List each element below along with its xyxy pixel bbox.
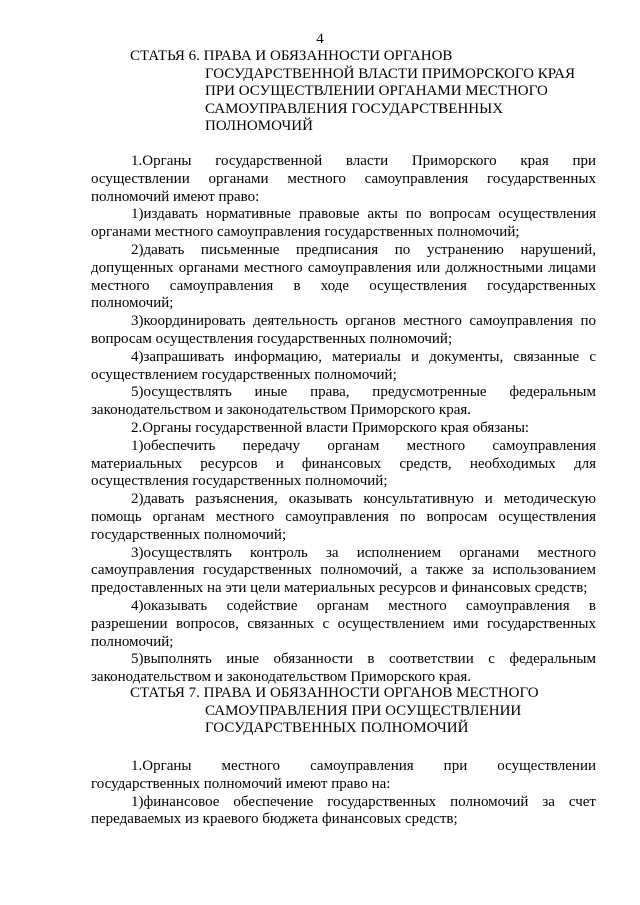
article-7-paragraph: 1)финансовое обеспечение государственных полномочий за счет передаваемых из краевого бюджета финансовых средств; xyxy=(91,793,596,828)
article-6-paragraph: 1.Органы государственной власти Приморского края при осуществлении органами местного самоуправления государственных полномочий имеют право: xyxy=(91,153,596,205)
article-7-heading-line: САМОУПРАВЛЕНИЯ ПРИ ОСУЩЕСТВЛЕНИИ xyxy=(205,702,522,719)
article-7-heading xyxy=(130,685,539,738)
article-6-paragraph: 4)оказывать содействие органам местного самоуправления в разрешении вопросов, связанных с осуществлением ими государственных полномочий; xyxy=(91,597,596,650)
article-6-heading-line: САМОУПРАВЛЕНИЯ ГОСУДАРСТВЕННЫХ xyxy=(205,100,504,117)
article-6-heading-line: СТАТЬЯ 6. ПРАВА И ОБЯЗАННОСТИ ОРГАНОВ xyxy=(130,48,453,64)
article-7-paragraph: 1.Органы местного самоуправления при осуществлении государственных полномочий имеют право на: xyxy=(91,758,596,792)
article-6-paragraph: 2)давать разъяснения, оказывать консультативную и методическую помощь органам местного самоуправления по вопросам осуществления государственных полномочий; xyxy=(91,491,596,543)
article-6-paragraph: 2.Органы государственной власти Приморского края обязаны: xyxy=(131,419,530,436)
article-6-heading-line: ПРИ ОСУЩЕСТВЛЕНИИ ОРГАНАМИ МЕСТНОГО xyxy=(205,83,548,99)
article-6-paragraph: 3)координировать деятельность органов местного самоуправления по вопросам осуществления государственных полномочий; xyxy=(91,313,596,347)
article-6-paragraph: 5)выполнять иные обязанности в соответствии с федеральным законодательством и законодательством Приморского края. xyxy=(91,651,596,686)
article-6-paragraph: 4)запрашивать информацию, материалы и документы, связанные с осуществлением государственных полномочий; xyxy=(91,348,596,383)
article-6-paragraph: 1)обеспечить передачу органам местного самоуправления материальных ресурсов и финансовых средств, необходимых для осуществления государственных полномочий; xyxy=(91,437,596,490)
page-number: 4 xyxy=(316,31,324,47)
article-6-paragraph: 1)издавать нормативные правовые акты по вопросам осуществления органами местного самоуправления государственных полномочий; xyxy=(91,206,596,241)
article-6-paragraph: 5)осуществлять иные права, предусмотренные федеральным законодательством и законодательством Приморского края. xyxy=(91,384,596,419)
article-6-heading xyxy=(130,48,575,136)
article-6-heading-line: ГОСУДАРСТВЕННОЙ ВЛАСТИ ПРИМОРСКОГО КРАЯ xyxy=(205,65,575,82)
article-7-heading-line: ГОСУДАРСТВЕННЫХ ПОЛНОМОЧИЙ xyxy=(205,720,469,736)
article-6-paragraph: 2)давать письменные предписания по устранению нарушений, допущенных органами местного самоуправления или должностными лицами местного самоуправления в ходе осуществления государственных полномочий; xyxy=(91,241,596,312)
article-6-paragraph: 3)осуществлять контроль за исполнением органами местного самоуправления государственных полномочий, а также за использованием предоставленных на эти цели материальных ресурсов и финансовых средств; xyxy=(91,544,596,597)
article-7-heading-line: СТАТЬЯ 7. ПРАВА И ОБЯЗАННОСТИ ОРГАНОВ МЕСТНОГО xyxy=(130,685,539,701)
article-7-body xyxy=(91,758,596,829)
article-6-heading-line: ПОЛНОМОЧИЙ xyxy=(205,118,313,134)
article-6-body xyxy=(91,153,596,687)
